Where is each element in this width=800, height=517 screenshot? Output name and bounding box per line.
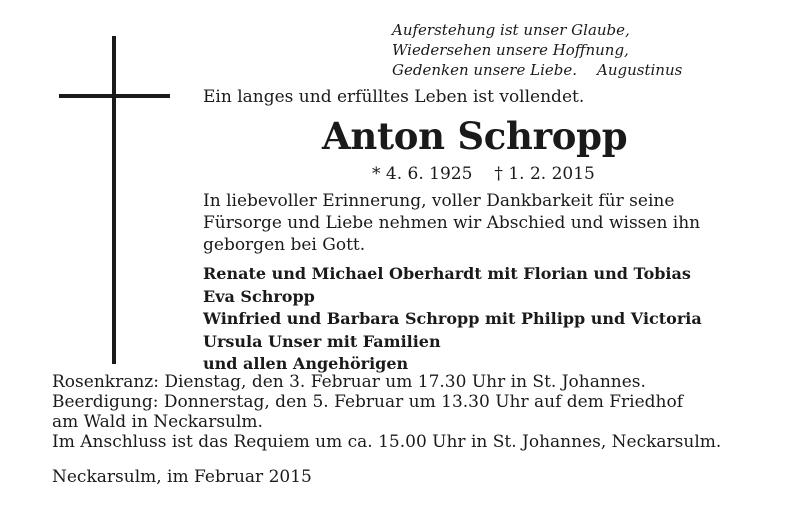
service-line: Rosenkranz: Dienstag, den 3. Februar um 17.30 Uhr in St. Johannes.	[52, 372, 646, 392]
service-line: Im Anschluss ist das Requiem um ca. 15.00 Uhr in St. Johannes, Neckarsulm.	[52, 432, 722, 452]
mourner-line: Renate und Michael Oberhardt mit Florian und Tobias	[203, 264, 691, 283]
life-dates	[372, 163, 595, 185]
motto-line: Wiedersehen unsere Hoffnung,	[392, 41, 629, 59]
intro-text: Ein langes und erfülltes Leben ist vollendet.	[203, 87, 585, 107]
message-line: Fürsorge und Liebe nehmen wir Abschied und wissen ihn	[203, 213, 701, 233]
remembrance-message	[203, 190, 700, 256]
birth-date: * 4. 6. 1925	[372, 164, 473, 184]
service-details	[52, 372, 721, 452]
motto-line: Auferstehung ist unser Glaube,	[392, 21, 630, 39]
place-and-date: Neckarsulm, im Februar 2015	[52, 467, 312, 487]
motto-line	[392, 60, 682, 80]
message-line: geborgen bei Gott.	[203, 235, 366, 255]
cross-vertical-bar	[112, 36, 116, 364]
motto-line-text: Gedenken unsere Liebe.	[392, 61, 577, 79]
mourner-line: und allen Angehörigen	[203, 354, 409, 373]
death-date: † 1. 2. 2015	[494, 164, 595, 184]
motto-author: Augustinus	[597, 61, 683, 79]
mourners-list	[203, 263, 702, 376]
cross-horizontal-bar	[59, 94, 170, 98]
service-line: am Wald in Neckarsulm.	[52, 412, 263, 432]
mourner-line: Ursula Unser mit Familien	[203, 331, 441, 351]
motto-quote	[392, 20, 682, 80]
mourner-line: Winfried und Barbara Schropp mit Philipp und Victoria	[203, 309, 702, 328]
service-line: Beerdigung: Donnerstag, den 5. Februar um 13.30 Uhr auf dem Friedhof	[52, 392, 684, 412]
message-line: In liebevoller Erinnerung, voller Dankbarkeit für seine	[203, 191, 675, 211]
deceased-name: Anton Schropp	[322, 114, 628, 158]
mourner-line: Eva Schropp	[203, 286, 315, 306]
